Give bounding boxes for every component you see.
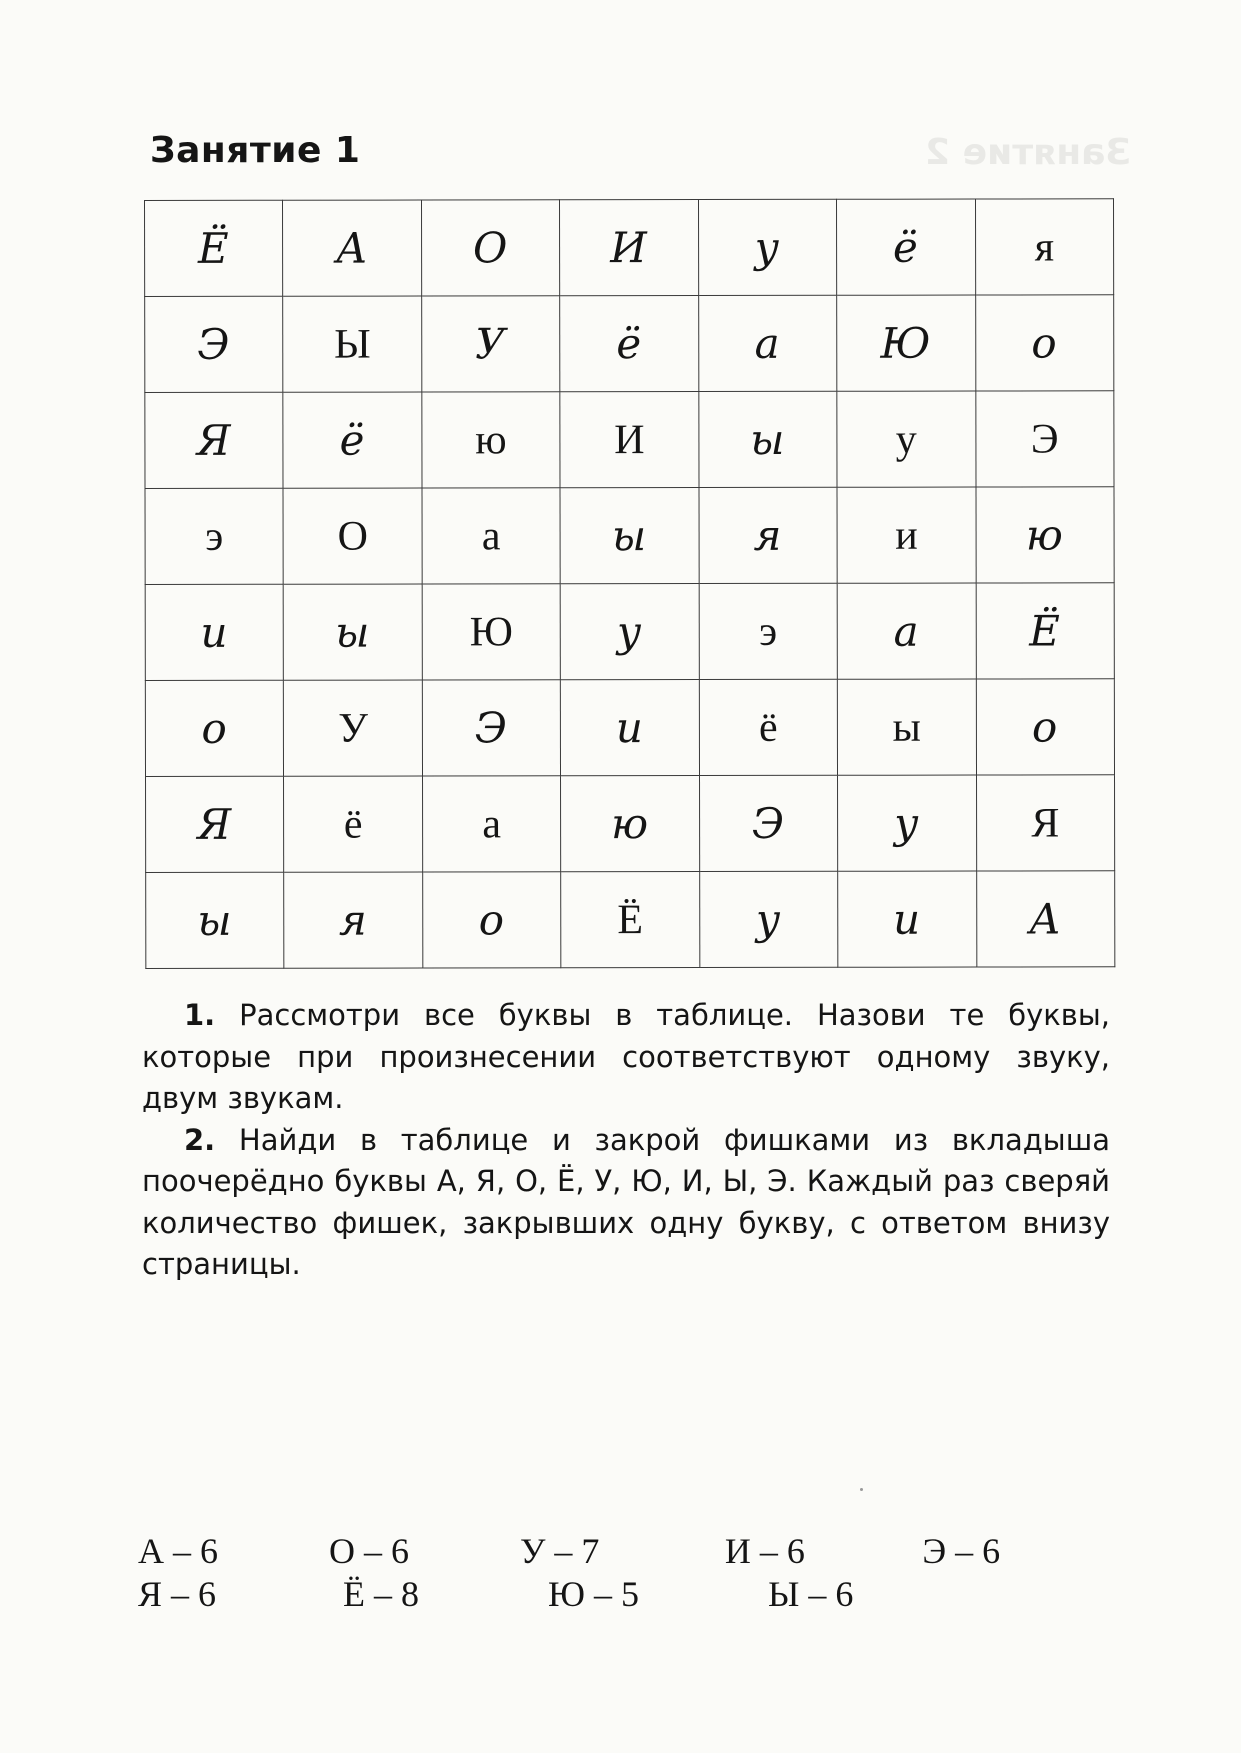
grid-cell [145,680,284,776]
letter-grid [144,198,1115,969]
grid-cell [837,679,976,775]
grid-cell [283,392,422,488]
grid-cell [422,488,561,584]
grid-cell [837,583,976,679]
grid-cell [975,391,1114,487]
grid-letter: А [335,223,369,273]
grid-cell [145,392,284,488]
grid-cell [422,296,561,392]
grid-letter: Э [751,798,786,848]
grid-letter: и [615,703,644,753]
grid-cell [560,200,699,296]
grid-letter: у [616,607,643,657]
task-1-text: Рассмотри все буквы в таблице. Назови те буквы, которые при произнесении соответствуют одному звуку, двум звукам. [142,998,1110,1115]
grid-row [145,295,1114,393]
grid-cell [422,680,561,776]
grid-letter: у [754,222,781,272]
grid-cell [421,200,560,296]
grid-cell [560,488,699,584]
grid-letter: а [481,512,501,559]
grid-letter: Ё [1029,606,1061,656]
grid-letter: ю [611,799,650,849]
grid-cell [145,584,284,680]
grid-cell [837,199,976,295]
task-2 [142,1120,1110,1286]
grid-letter: ы [335,607,371,657]
grid-cell [975,295,1114,391]
grid-cell [976,583,1115,679]
grid-cell [561,680,700,776]
grid-cell [976,679,1115,775]
bleed-through-title: Занятие 2 [925,132,1131,173]
answer-y: Ы – 6 [768,1574,854,1614]
grid-cell [284,680,423,776]
grid-cell [699,871,838,967]
letter-grid-body [145,199,1115,969]
grid-cell [976,487,1115,583]
grid-letter: Ы [334,321,371,368]
grid-row [146,775,1115,873]
grid-cell [699,679,838,775]
grid-cell [560,392,699,488]
grid-cell [975,199,1114,295]
grid-cell [837,391,976,487]
grid-cell [283,296,422,392]
grid-letter: я [338,895,368,945]
grid-cell [976,871,1115,967]
grid-letter: а [482,800,502,847]
grid-cell [699,487,838,583]
grid-cell [560,296,699,392]
grid-cell [423,872,562,968]
answer-row-1 [138,1530,1118,1573]
grid-cell [698,199,837,295]
grid-cell [561,776,700,872]
grid-letter: О [472,223,509,273]
answer-i: И – 6 [724,1531,805,1571]
grid-letter: о [1031,318,1058,368]
grid-letter: о [201,703,228,753]
grid-cell [699,391,838,487]
grid-letter: и [892,894,922,944]
grid-cell [146,776,285,872]
grid-letter: и [200,607,229,657]
grid-letter: ё [616,319,643,369]
answer-e: Э – 6 [922,1531,1001,1571]
grid-cell [422,776,561,872]
grid-letter: О [337,513,368,560]
grid-letter: о [478,895,506,945]
grid-letter: И [610,223,648,273]
grid-letter: у [895,416,917,463]
grid-cell [283,200,422,296]
grid-letter: ы [892,704,921,751]
answer-o: О – 6 [328,1531,409,1571]
grid-letter: ё [758,704,778,751]
answer-yo: Ё – 8 [343,1574,419,1614]
grid-letter: Э [197,319,231,369]
grid-letter: и [895,512,918,559]
grid-letter: Я [1031,799,1060,846]
grid-cell [145,488,284,584]
grid-letter: Э [1030,415,1059,462]
grid-cell [699,775,838,871]
answer-key [138,1530,1118,1616]
grid-row [145,583,1114,681]
grid-letter: Ю [469,608,513,655]
grid-cell [976,775,1115,871]
grid-cell [838,871,977,967]
grid-letter: Ё [197,223,230,273]
grid-letter: Ю [880,318,932,368]
grid-row [145,199,1114,297]
grid-cell [837,487,976,583]
grid-cell [698,295,837,391]
grid-cell [284,584,423,680]
grid-cell [284,872,423,968]
grid-letter: у [755,894,782,944]
grid-letter: И [614,416,645,463]
task-1-number: 1. [184,998,216,1032]
grid-letter: ё [339,415,366,465]
grid-letter: э [759,608,778,655]
grid-cell [422,392,561,488]
lesson-title: Занятие 1 [150,130,361,171]
grid-cell [560,584,699,680]
print-speck [860,1488,863,1491]
grid-letter: Ё [617,896,644,943]
grid-cell [838,775,977,871]
grid-cell [837,295,976,391]
grid-letter: я [753,510,783,560]
grid-letter: ы [750,414,786,464]
grid-letter: я [1034,223,1055,270]
grid-letter: у [894,798,920,848]
answer-u: У – 7 [519,1531,600,1571]
task-2-text: Найди в таблице и закрой фишками из вкладыша поочерёдно буквы А, Я, О, Ё, У, Ю, И, Ы, Э. Каждый раз сверяй количество фишек, закрывших одну букву, с ответом внизу страницы. [142,1122,1110,1281]
grid-letter: ы [611,511,648,561]
grid-cell [145,200,284,296]
task-text [142,995,1110,1286]
grid-letter: Я [196,415,232,465]
grid-cell [145,296,284,392]
grid-letter: ё [892,222,919,272]
grid-row [146,871,1115,969]
grid-row [145,679,1114,777]
grid-letter: ю [475,416,507,463]
grid-letter: ы [197,895,233,945]
grid-letter: о [1031,702,1059,752]
grid-letter: а [893,606,920,656]
task-2-number: 2. [184,1122,216,1157]
grid-row [145,487,1114,585]
grid-cell [146,872,285,968]
grid-letter: У [475,319,507,369]
grid-cell [283,488,422,584]
grid-cell [699,583,838,679]
grid-letter: э [205,513,224,560]
grid-letter: ё [343,801,363,848]
task-1 [142,995,1110,1120]
grid-cell [422,584,561,680]
answer-ya: Я – 6 [138,1574,217,1614]
answer-a: А – 6 [138,1531,218,1571]
grid-letter: А [1029,894,1062,944]
grid-cell [284,776,423,872]
grid-letter: а [754,318,781,368]
grid-letter: У [338,705,368,752]
grid-letter: ю [1025,510,1064,560]
answer-row-2 [138,1573,1118,1616]
grid-cell [561,872,700,968]
answer-yu: Ю – 5 [548,1574,640,1614]
grid-letter: Я [197,799,233,849]
grid-letter: Э [474,703,509,753]
grid-row [145,391,1114,489]
